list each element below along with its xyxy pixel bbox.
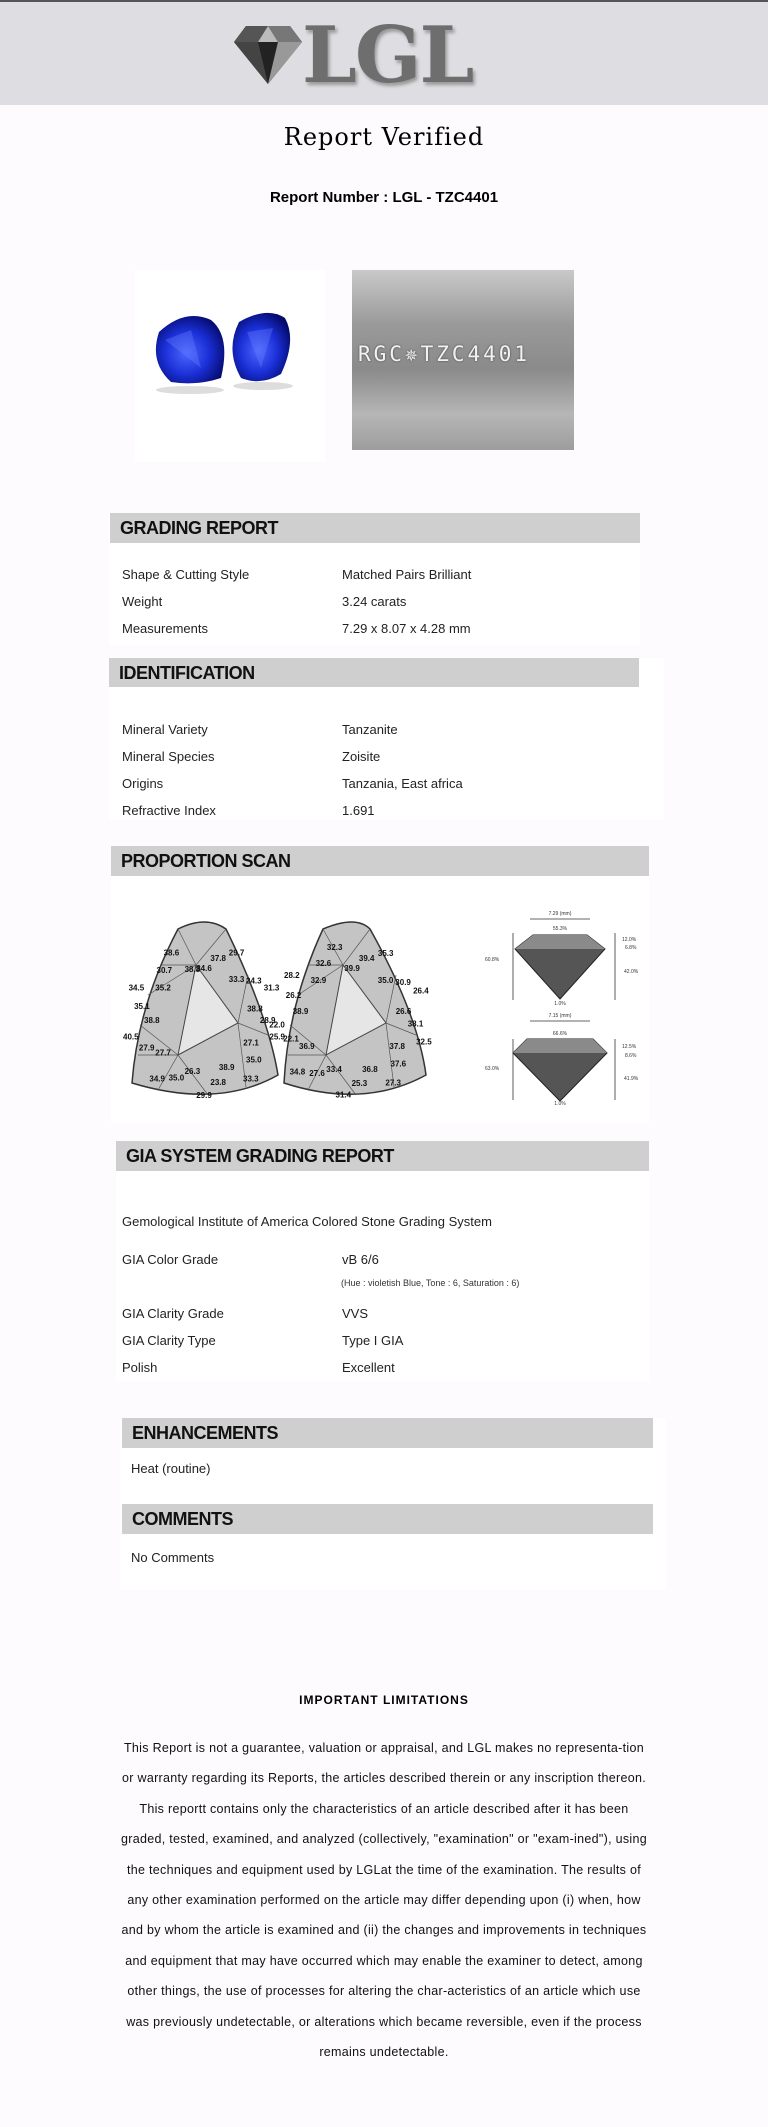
right-facet-label: 38.9 xyxy=(292,1006,309,1016)
profile-top-dim: 7.29 (mm) xyxy=(548,911,572,917)
profile-top-table: 55.3% xyxy=(552,926,568,932)
left-facet-label: 38.6 xyxy=(163,948,180,958)
id-value-ri: 1.691 xyxy=(342,803,375,818)
gia-clarity-value: VVS xyxy=(342,1306,369,1321)
left-facet-label: 38.8 xyxy=(184,965,201,975)
right-facet-label: 32.5 xyxy=(416,1037,432,1047)
header-banner xyxy=(0,0,768,105)
profile-diagram-svg xyxy=(475,905,645,1120)
right-facet-label: 31.4 xyxy=(335,1090,352,1100)
left-facet-label: 34.6 xyxy=(196,963,212,973)
gia-color-value: vB 6/6 xyxy=(342,1252,379,1267)
id-value-variety: Tanzanite xyxy=(342,722,398,737)
page-title: Report Verified xyxy=(283,123,485,151)
right-facet-label: 26.6 xyxy=(395,1006,412,1016)
right-facet-label: 26.2 xyxy=(285,990,302,1000)
left-facet-label: 23.8 xyxy=(210,1078,226,1088)
profile-bottom-table: 66.6% xyxy=(552,1031,568,1037)
left-facet-label: 34.9 xyxy=(149,1074,165,1084)
right-facet-label: 22.1 xyxy=(283,1034,299,1044)
right-facet-label: 36.9 xyxy=(299,1042,315,1052)
grading-value-measurements: 7.29 x 8.07 x 4.28 mm xyxy=(342,621,471,636)
grading-report-heading: GRADING REPORT xyxy=(110,513,640,543)
profile-bottom-depth: 63.0% xyxy=(485,1066,500,1072)
left-facet-label: 27.7 xyxy=(155,1048,171,1058)
gia-polish-label: Polish xyxy=(122,1360,158,1375)
left-facet-label: 28.9 xyxy=(259,1016,276,1025)
grading-label-weight: Weight xyxy=(122,594,163,609)
profile-bottom-girdle: 8.6% xyxy=(625,1053,637,1059)
left-facet-label: 26.3 xyxy=(184,1066,201,1076)
profile-diagram xyxy=(475,905,645,1120)
right-facet-label: 32.9 xyxy=(310,976,327,985)
right-facet-label: 27.3 xyxy=(385,1078,401,1088)
right-facet-label: 37.6 xyxy=(390,1059,407,1069)
right-facet-label: 32.6 xyxy=(315,959,332,969)
report-number: Report Number : LGL - TZC4401 xyxy=(269,189,499,206)
gia-color-label: GIA Color Grade xyxy=(122,1252,219,1267)
left-facet-label: 37.8 xyxy=(210,953,226,963)
facet-diagram-svg xyxy=(118,905,448,1120)
right-facet-label: 35.3 xyxy=(377,948,394,958)
left-facet-label: 24.3 xyxy=(246,976,262,986)
comments-heading: COMMENTS xyxy=(122,1504,653,1534)
left-facet-label: 30.7 xyxy=(156,966,173,976)
left-facet-label: 34.5 xyxy=(128,983,145,993)
right-facet-label: 26.4 xyxy=(413,986,429,996)
profile-bottom-crown: 12.5% xyxy=(622,1044,637,1050)
left-facet-label: 27.1 xyxy=(243,1038,259,1048)
enhancements-text: Heat (routine) xyxy=(131,1461,211,1476)
logo-text: LGL xyxy=(302,10,473,101)
id-label-ri: Refractive Index xyxy=(122,803,216,818)
profile-top-culet: 1.0% xyxy=(554,1001,566,1007)
right-facet-label: 28.2 xyxy=(284,971,300,981)
right-facet-label: 39.9 xyxy=(344,963,360,973)
left-facet-label: 38.8 xyxy=(247,1004,263,1014)
right-facet-label: 39.4 xyxy=(358,954,375,964)
grading-value-weight: 3.24 carats xyxy=(342,594,407,609)
limitations-title: IMPORTANT LIMITATIONS xyxy=(299,1693,469,1707)
right-facet-label: 37.8 xyxy=(389,1042,405,1052)
left-facet-label: 33.3 xyxy=(243,1074,259,1084)
gia-intro: Gemological Institute of America Colored Stone Grading System xyxy=(122,1214,492,1229)
right-facet-label: 30.9 xyxy=(395,978,411,987)
right-facet-label: 22.0 xyxy=(269,1020,285,1030)
profile-top-pavilion: 42.0% xyxy=(624,969,639,975)
left-facet-label: 38.8 xyxy=(144,1016,160,1025)
grading-value-shape: Matched Pairs Brilliant xyxy=(342,567,472,582)
id-label-species: Mineral Species xyxy=(122,749,215,764)
gia-color-note: (Hue : violetish Blue, Tone : 6, Saturation : 6) xyxy=(341,1278,520,1288)
left-facet-label: 29.9 xyxy=(196,1091,212,1101)
identification-heading: IDENTIFICATION xyxy=(109,658,639,687)
facet-diagram xyxy=(118,905,448,1120)
right-facet-label: 33.4 xyxy=(326,1065,342,1075)
profile-bottom-dim: 7.15 (mm) xyxy=(548,1013,572,1019)
right-facet-label: 32.3 xyxy=(326,943,343,952)
grading-label-measurements: Measurements xyxy=(122,621,208,636)
limitations-body: This Report is not a guarantee, valuation or appraisal, and LGL makes no representa-tion or warranty regarding its Reports, the articles described therein or any inscription thereon. This reportt contains only the characteristics of an article described after it has been graded, tested, examined, and analyzed (collectively, "examination" or "exam-ined"), using the techniques and equipment used by LGLat the time of the examination. The results of any other examination performed on the article may differ depending upon (i) when, how and by whom the article is examined and (ii) the changes and improvements in techniques and equipment that may have occurred which may enable the examiner to detect, among other things, the use of processes for altering the char-acteristics of an article which use was previously undetectable, or alterations which became reversible, even if the process remains undetectable. xyxy=(120,1741,648,2060)
right-facet-label: 36.8 xyxy=(362,1065,378,1075)
left-facet-label: 35.1 xyxy=(134,1001,150,1011)
left-facet-label: 35.2 xyxy=(155,983,171,993)
id-label-origins: Origins xyxy=(122,776,164,791)
inscription-photo xyxy=(352,270,574,450)
profile-top-depth: 60.8% xyxy=(485,957,500,963)
left-facet-label: 33.3 xyxy=(228,975,245,985)
gia-type-label: GIA Clarity Type xyxy=(122,1333,216,1348)
lgl-logo[interactable] xyxy=(232,10,492,101)
right-facet-label: 38.1 xyxy=(407,1019,424,1029)
gia-heading: GIA SYSTEM GRADING REPORT xyxy=(116,1141,649,1171)
grading-label-shape: Shape & Cutting Style xyxy=(122,567,250,582)
profile-bottom-culet: 1.0% xyxy=(554,1101,566,1107)
left-facet-label: 35.0 xyxy=(246,1055,262,1065)
right-facet-label: 27.6 xyxy=(309,1069,325,1079)
left-facet-label: 27.9 xyxy=(138,1043,155,1053)
profile-top-crown: 12.0% xyxy=(622,937,637,943)
profile-top-girdle: 6.8% xyxy=(625,945,637,951)
inscription-text: RGC✵TZC4401 xyxy=(358,342,531,366)
left-facet-label: 40.5 xyxy=(123,1032,139,1042)
profile-bottom-pavilion: 41.9% xyxy=(624,1076,639,1082)
right-facet-label: 25.3 xyxy=(351,1079,368,1089)
gia-type-value: Type I GIA xyxy=(342,1333,404,1348)
comments-text: No Comments xyxy=(131,1550,215,1565)
diamond-icon xyxy=(232,24,304,86)
gia-polish-value: Excellent xyxy=(342,1360,395,1375)
id-label-variety: Mineral Variety xyxy=(122,722,208,737)
left-facet-label: 38.9 xyxy=(218,1063,235,1073)
id-value-species: Zoisite xyxy=(342,749,381,764)
gia-clarity-label: GIA Clarity Grade xyxy=(122,1306,224,1321)
left-facet-label: 25.9 xyxy=(269,1032,285,1042)
gem-pair-photo xyxy=(135,270,325,462)
id-value-origins: Tanzania, East africa xyxy=(342,776,463,791)
right-facet-label: 35.0 xyxy=(377,976,394,985)
enhancements-heading: ENHANCEMENTS xyxy=(122,1418,653,1448)
right-facet-label: 34.8 xyxy=(289,1067,306,1077)
left-facet-label: 31.3 xyxy=(263,983,280,993)
proportion-scan-heading: PROPORTION SCAN xyxy=(111,846,649,876)
left-facet-label: 29.7 xyxy=(228,948,245,958)
left-facet-label: 35.0 xyxy=(168,1073,185,1083)
